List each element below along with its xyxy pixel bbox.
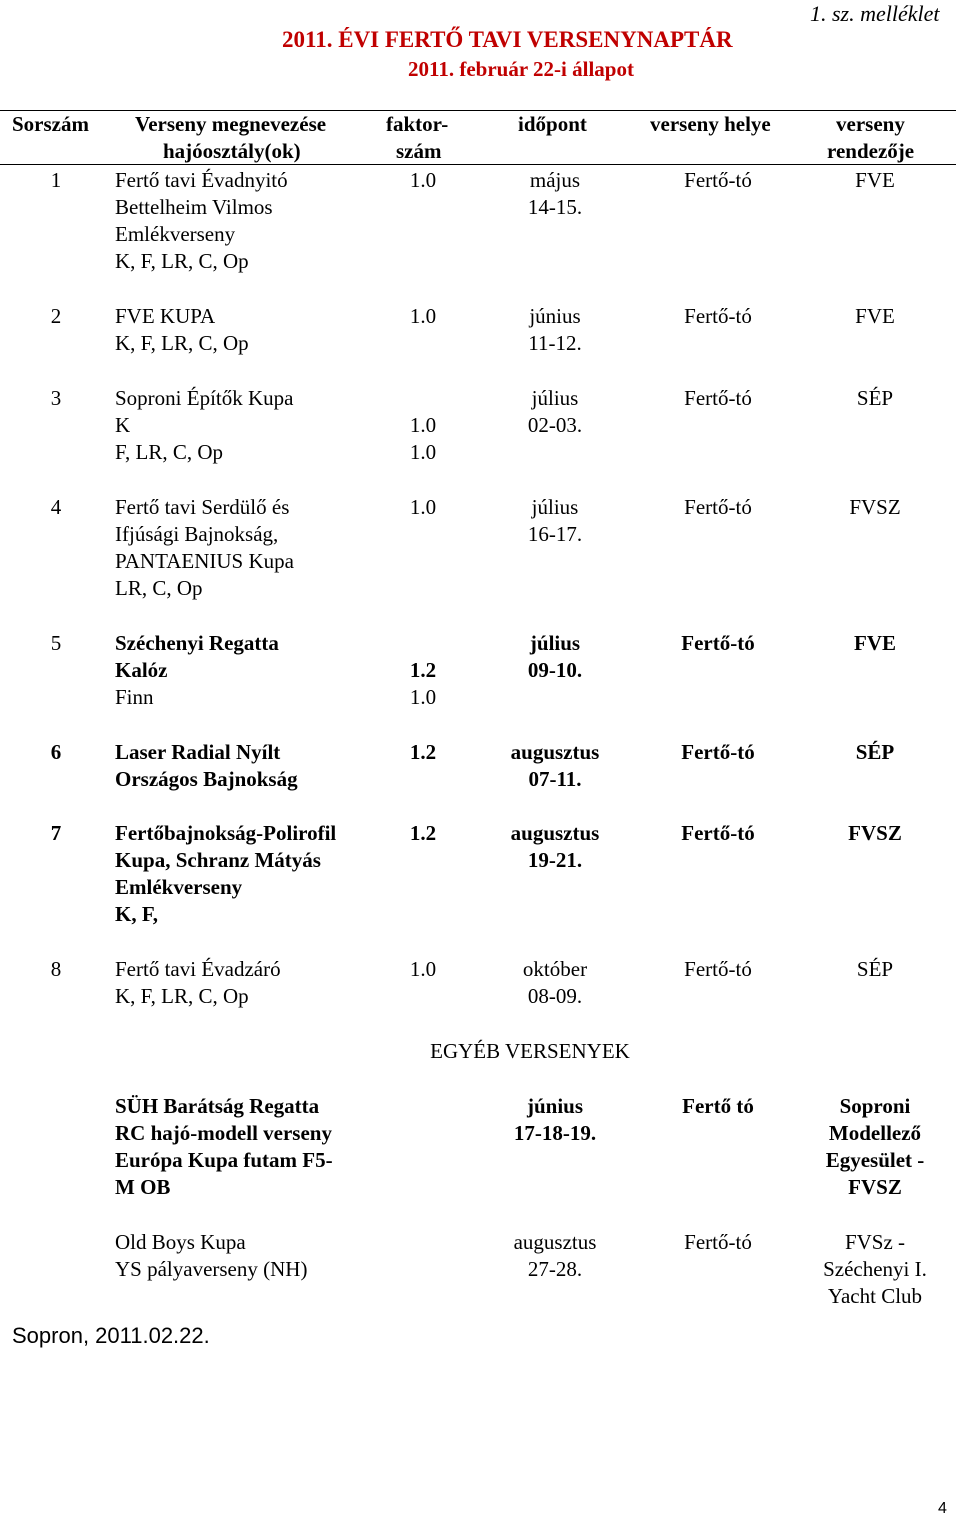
organizer-line: SÉP xyxy=(855,740,895,764)
col-header-date: időpont xyxy=(518,112,587,136)
organizer-line: FVE xyxy=(855,304,895,328)
event-place: Fertő-tó xyxy=(684,495,752,519)
event-name-line: PANTAENIUS Kupa xyxy=(115,549,294,573)
factor-line: 1.0 xyxy=(409,495,437,519)
event-date xyxy=(490,385,620,439)
event-place: Fertő-tó xyxy=(684,1230,752,1254)
date-line: 19-21. xyxy=(527,848,583,872)
col-header-factor-1: faktor- xyxy=(386,112,449,136)
organizer-line: Yacht Club xyxy=(827,1284,923,1308)
organizer-line: FVE xyxy=(854,631,896,655)
col-header-name-1: Verseny megnevezése xyxy=(135,112,327,136)
event-factor xyxy=(383,956,463,983)
date-line: október xyxy=(522,957,588,981)
event-name-line: Emlékverseny xyxy=(115,875,243,899)
event-date xyxy=(490,739,620,793)
event-date xyxy=(490,303,620,357)
date-line: 11-12. xyxy=(528,331,582,355)
organizer-line: FVSZ xyxy=(848,821,902,845)
organizer-line: FVSz - xyxy=(844,1230,906,1254)
event-name-line: Fertő tavi Serdülő és xyxy=(115,495,290,519)
event-name-line: Országos Bajnokság xyxy=(115,767,298,791)
date-line: július xyxy=(529,631,581,655)
event-factor xyxy=(383,494,463,521)
event-name-line: Széchenyi Regatta xyxy=(115,631,279,655)
event-name xyxy=(115,1093,405,1201)
event-place: Fertő-tó xyxy=(684,386,752,410)
event-date xyxy=(490,956,620,1010)
header-bottom-rule xyxy=(0,164,956,165)
event-name-line: Soproni Építők Kupa xyxy=(115,386,294,410)
event-date xyxy=(490,1229,620,1283)
event-name-line: Ifjúsági Bajnokság, xyxy=(115,522,279,546)
event-name xyxy=(115,1229,405,1283)
factor-line: 1.0 xyxy=(409,168,437,192)
factor-line: 1.0 xyxy=(409,440,437,464)
date-line: július xyxy=(531,386,579,410)
event-name-line: FVE KUPA xyxy=(115,304,216,328)
event-organizer xyxy=(795,167,955,194)
event-name-line: Fertő tavi Évadnyitó xyxy=(115,168,288,192)
event-name-line: M OB xyxy=(115,1175,171,1199)
event-name-line: K, F, LR, C, Op xyxy=(115,984,249,1008)
row-number: 6 xyxy=(50,740,62,764)
event-factor xyxy=(383,820,463,847)
date-line: augusztus xyxy=(510,740,600,764)
event-factor xyxy=(383,630,463,711)
event-organizer xyxy=(795,1229,955,1310)
row-number: 4 xyxy=(50,495,62,519)
event-name xyxy=(115,385,405,466)
event-organizer xyxy=(795,956,955,983)
event-name-line: K, F, LR, C, Op xyxy=(115,331,249,355)
date-line: 16-17. xyxy=(527,522,583,546)
event-place: Fertő-tó xyxy=(681,740,755,764)
organizer-line: SÉP xyxy=(856,386,894,410)
factor-line xyxy=(383,385,463,412)
event-name xyxy=(115,956,405,1010)
event-date xyxy=(490,630,620,684)
factor-line: 1.0 xyxy=(409,957,437,981)
event-organizer xyxy=(795,1093,955,1201)
event-name-line: Fertő tavi Évadzáró xyxy=(115,957,281,981)
date-line: 17-18-19. xyxy=(513,1121,597,1145)
event-organizer xyxy=(795,739,955,766)
event-name-line: SÜH Barátság Regatta xyxy=(115,1094,320,1118)
col-header-organizer-1: verseny xyxy=(836,112,905,136)
event-name-line: Fertőbajnokság-Polirofil xyxy=(115,821,337,845)
row-number: 8 xyxy=(50,957,62,981)
event-name-line: Európa Kupa futam F5- xyxy=(115,1148,333,1172)
date-line: 07-11. xyxy=(528,767,582,791)
event-organizer xyxy=(795,494,955,521)
row-number: 2 xyxy=(50,304,62,328)
organizer-line: Széchenyi I. xyxy=(823,1257,927,1281)
event-name-line: Old Boys Kupa xyxy=(115,1230,246,1254)
organizer-line: FVSZ xyxy=(849,495,901,519)
event-name-line: Emlékverseny xyxy=(115,222,236,246)
event-name xyxy=(115,494,405,602)
annex-label: 1. sz. melléklet xyxy=(810,1,940,26)
event-name-line: K, F, xyxy=(115,902,158,926)
row-number: 3 xyxy=(50,386,62,410)
event-name-line: Laser Radial Nyílt xyxy=(115,740,281,764)
factor-line: 1.0 xyxy=(409,685,437,709)
factor-line xyxy=(383,630,463,657)
date-line: június xyxy=(526,1094,584,1118)
section-title-other-events: EGYÉB VERSENYEK xyxy=(430,1039,630,1063)
col-header-name-2: hajóosztály(ok) xyxy=(163,139,301,163)
event-factor xyxy=(383,739,463,766)
col-header-organizer-2: rendezője xyxy=(827,139,915,163)
event-name-line: Kalóz xyxy=(115,658,168,682)
row-number: 7 xyxy=(50,821,62,845)
event-organizer xyxy=(795,385,955,412)
event-place: Fertő-tó xyxy=(684,168,752,192)
organizer-line: Egyesület - xyxy=(825,1148,925,1172)
event-name xyxy=(115,739,405,793)
event-name-line: F, LR, C, Op xyxy=(115,440,224,464)
event-name xyxy=(115,167,405,275)
event-place: Fertő tó xyxy=(682,1094,754,1118)
factor-line: 1.0 xyxy=(409,413,437,437)
date-line: augusztus xyxy=(513,1230,597,1254)
row-number: 5 xyxy=(50,631,62,655)
event-date xyxy=(490,494,620,548)
event-place: Fertő-tó xyxy=(681,631,755,655)
page-number: 4 xyxy=(938,1500,947,1517)
event-name xyxy=(115,630,405,711)
event-name-line: RC hajó-modell verseny xyxy=(115,1121,332,1145)
event-place: Fertő-tó xyxy=(684,304,752,328)
date-line: június xyxy=(529,304,581,328)
factor-line: 1.2 xyxy=(409,740,437,764)
event-name-line: YS pályaverseny (NH) xyxy=(115,1257,308,1281)
factor-line: 1.0 xyxy=(409,304,437,328)
event-organizer xyxy=(795,820,955,847)
organizer-line: SÉP xyxy=(856,957,894,981)
event-name xyxy=(115,820,405,928)
event-date xyxy=(490,1093,620,1147)
date-line: május xyxy=(529,168,581,192)
event-factor xyxy=(383,167,463,194)
event-name-line: K, F, LR, C, Op xyxy=(115,249,249,273)
event-name-line: Kupa, Schranz Mátyás xyxy=(115,848,321,872)
date-line: augusztus xyxy=(510,821,600,845)
event-place: Fertő-tó xyxy=(684,957,752,981)
factor-line: 1.2 xyxy=(409,821,437,845)
header-top-rule xyxy=(0,110,956,111)
date-line: 09-10. xyxy=(527,658,583,682)
event-name-line: LR, C, Op xyxy=(115,576,203,600)
date-line: 27-28. xyxy=(527,1257,583,1281)
event-factor xyxy=(383,303,463,330)
organizer-line: FVE xyxy=(855,168,895,192)
organizer-line: FVSZ xyxy=(848,1175,902,1199)
event-date xyxy=(490,167,620,221)
row-number: 1 xyxy=(50,168,62,192)
event-organizer xyxy=(795,630,955,657)
event-name xyxy=(115,303,405,357)
organizer-line: Soproni xyxy=(839,1094,911,1118)
event-name-line: K xyxy=(115,413,131,437)
factor-line: 1.2 xyxy=(409,658,437,682)
event-date xyxy=(490,820,620,874)
document-title: 2011. ÉVI FERTŐ TAVI VERSENYNAPTÁR xyxy=(282,27,733,52)
event-place: Fertő-tó xyxy=(681,821,755,845)
event-name-line: Finn xyxy=(115,685,154,709)
document-subtitle: 2011. február 22-i állapot xyxy=(408,57,634,81)
event-organizer xyxy=(795,303,955,330)
date-line: július xyxy=(531,495,579,519)
event-factor xyxy=(383,385,463,466)
date-line: 02-03. xyxy=(527,413,583,437)
footer-place-date: Sopron, 2011.02.22. xyxy=(12,1323,210,1348)
date-line: 08-09. xyxy=(527,984,583,1008)
col-header-factor-2: szám xyxy=(396,139,442,163)
date-line: 14-15. xyxy=(527,195,583,219)
organizer-line: Modellező xyxy=(828,1121,922,1145)
col-header-num: Sorszám xyxy=(12,112,89,136)
event-name-line: Bettelheim Vilmos xyxy=(115,195,273,219)
col-header-place: verseny helye xyxy=(650,112,771,136)
